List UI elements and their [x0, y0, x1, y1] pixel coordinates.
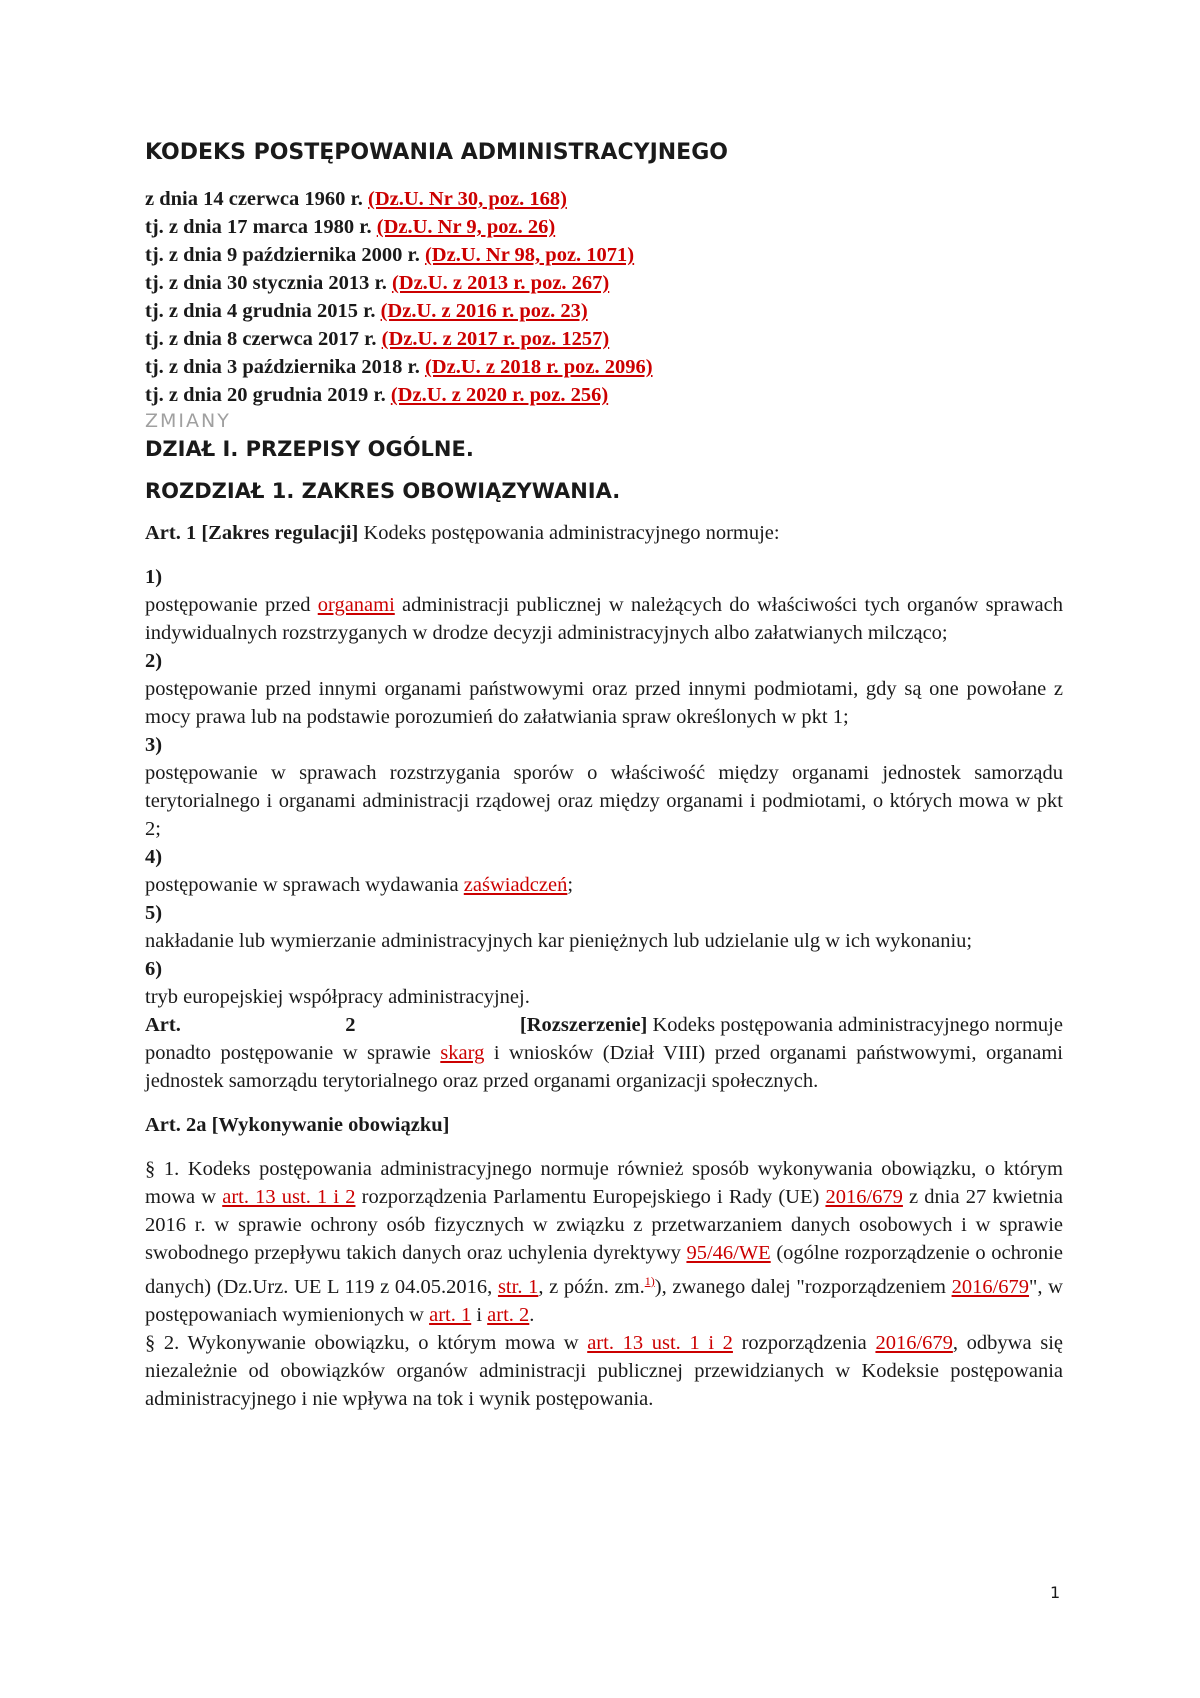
- journal-link[interactable]: (Dz.U. Nr 30, poz. 168): [368, 188, 567, 210]
- art2a-heading: Art. 2a [Wykonywanie obowiązku]: [145, 1114, 450, 1136]
- directive-link[interactable]: 95/46/WE: [686, 1242, 771, 1264]
- art2a-par2: § 2. Wykonywanie obowiązku, o którym mowa w art. 13 ust. 1 i 2 rozporządzenia 2016/679, odbywa się niezależnie od obowiązków organów administracji publicznej przewidzianych w Kodeksie postępowania administracyjnego i nie wpływa na tok i wynik postępowania.: [145, 1331, 1063, 1410]
- date-line: z dnia 14 czerwca 1960 r. (Dz.U. Nr 30, poz. 168): [145, 188, 567, 210]
- art1-label: Art. 1 [Zakres regulacji]: [145, 522, 359, 544]
- page-number: 1: [1050, 1583, 1061, 1602]
- journal-link[interactable]: (Dz.U. z 2013 r. poz. 267): [391, 272, 610, 294]
- journal-link[interactable]: (Dz.U. Nr 98, poz. 1071): [424, 244, 635, 266]
- gdpr-link[interactable]: 2016/679: [875, 1331, 953, 1354]
- document-content: [145, 140, 1063, 1413]
- changes-link[interactable]: ZMIANY: [145, 410, 231, 432]
- complaints-link[interactable]: skarg: [440, 1042, 485, 1064]
- date-line: tj. z dnia 9 października 2000 r. (Dz.U. Nr 98, poz. 1071): [145, 244, 635, 266]
- gdpr-link[interactable]: 2016/679: [951, 1275, 1030, 1298]
- date-line: tj. z dnia 4 grudnia 2015 r. (Dz.U. z 2016 r. poz. 23): [145, 300, 588, 322]
- list-number: 5): [145, 902, 163, 924]
- page-link[interactable]: str. 1: [497, 1275, 539, 1298]
- list-number: 3): [145, 734, 163, 756]
- list-number: 1): [145, 566, 163, 588]
- organs-link[interactable]: organami: [317, 594, 395, 616]
- journal-link[interactable]: (Dz.U. z 2018 r. poz. 2096): [424, 356, 653, 378]
- art2-art: Art.: [145, 1014, 181, 1036]
- list-item: nakładanie lub wymierzanie administracyjnych kar pieniężnych lub udzielanie ulg w ich wykonaniu;: [145, 930, 973, 952]
- art2-number: 2: [345, 1014, 356, 1036]
- section-heading: DZIAŁ I. PRZEPISY OGÓLNE.: [145, 437, 474, 461]
- journal-link[interactable]: (Dz.U. z 2020 r. poz. 256): [390, 384, 609, 406]
- list-item: tryb europejskiej współpracy administracyjnej.: [145, 986, 530, 1008]
- journal-link[interactable]: (Dz.U. Nr 9, poz. 26): [376, 216, 556, 238]
- date-line: tj. z dnia 3 października 2018 r. (Dz.U. z 2018 r. poz. 2096): [145, 356, 653, 378]
- date-line: tj. z dnia 20 grudnia 2019 r. (Dz.U. z 2020 r. poz. 256): [145, 384, 609, 406]
- art2-link[interactable]: art. 2: [487, 1303, 530, 1326]
- list-number: 6): [145, 958, 163, 980]
- certificates-link[interactable]: zaświadczeń: [463, 874, 568, 896]
- art2-paragraph: Art. 2 [Rozszerzenie] Kodeks postępowania administracyjnego normuje ponadto postępowanie w sprawie skarg i wniosków (Dział VIII) przed organami państwowymi, organami jednostek samorządu terytorialnego oraz przed organami organizacji społecznych.: [145, 1011, 1063, 1095]
- chapter-heading: ROZDZIAŁ 1. ZAKRES OBOWIĄZYWANIA.: [145, 479, 621, 503]
- list-number: 2): [145, 650, 163, 672]
- gdpr-article-link[interactable]: art. 13 ust. 1 i 2: [587, 1331, 733, 1354]
- list-item: postępowanie w sprawach wydawania zaświadczeń;: [145, 874, 574, 896]
- journal-link[interactable]: (Dz.U. z 2016 r. poz. 23): [380, 300, 588, 322]
- list-number: 4): [145, 846, 163, 868]
- gdpr-article-link[interactable]: art. 13 ust. 1 i 2: [222, 1186, 356, 1208]
- date-line: tj. z dnia 8 czerwca 2017 r. (Dz.U. z 2017 r. poz. 1257): [145, 328, 610, 350]
- date-line: tj. z dnia 17 marca 1980 r. (Dz.U. Nr 9, poz. 26): [145, 216, 556, 238]
- art1-link[interactable]: art. 1: [429, 1303, 472, 1326]
- footnote-link[interactable]: 1): [644, 1274, 655, 1288]
- art1-intro: Art. 1 [Zakres regulacji] Kodeks postępowania administracyjnego normuje:: [145, 522, 780, 544]
- journal-link[interactable]: (Dz.U. z 2017 r. poz. 1257): [381, 328, 610, 350]
- art2a-par1: § 1. Kodeks postępowania administracyjnego normuje również sposób wykonywania obowiązku, o którym mowa w art. 13 ust. 1 i 2 rozporządzenia Parlamentu Europejskiego i Rady (UE) 2016/679 z dnia 27 kwietnia 2016 r. w sprawie ochrony osób fizycznych w związku z przetwarzaniem danych osobowych i w sprawie swobodnego przepływu takich danych oraz uchylenia dyrektywy 95/46/WE (ogólne rozporządzenie o ochronie danych) (Dz.Urz. UE L 119 z 04.05.2016, str. 1, z późn. zm.$^{1)}$), zwanego dalej "rozporządzeniem 2016/679", w postępowaniach wymienionych w art. 1 i art. 2.: [145, 1158, 1063, 1326]
- publication-dates: [145, 185, 1063, 409]
- document-title: KODEKS POSTĘPOWANIA ADMINISTRACYJNEGO: [145, 140, 728, 165]
- list-item: postępowanie przed organami administracji publicznej w należących do właściwości tych organów sprawach indywidualnych rozstrzyganych w drodze decyzji administracyjnych albo załatwianych milcząco;: [145, 594, 1063, 644]
- list-item: postępowanie przed innymi organami państwowymi oraz przed innymi podmiotami, gdy są one powołane z mocy prawa lub na podstawie porozumień do załatwiania spraw określonych w pkt 1;: [145, 678, 1063, 728]
- list-item: postępowanie w sprawach rozstrzygania sporów o właściwość między organami jednostek samorządu terytorialnego i organami administracji rządowej oraz między organami i podmiotami, o których mowa w pkt 2;: [145, 762, 1063, 840]
- gdpr-link[interactable]: 2016/679: [825, 1186, 903, 1208]
- date-line: tj. z dnia 30 stycznia 2013 r. (Dz.U. z 2013 r. poz. 267): [145, 272, 610, 294]
- art2-label: [Rozszerzenie]: [519, 1014, 648, 1036]
